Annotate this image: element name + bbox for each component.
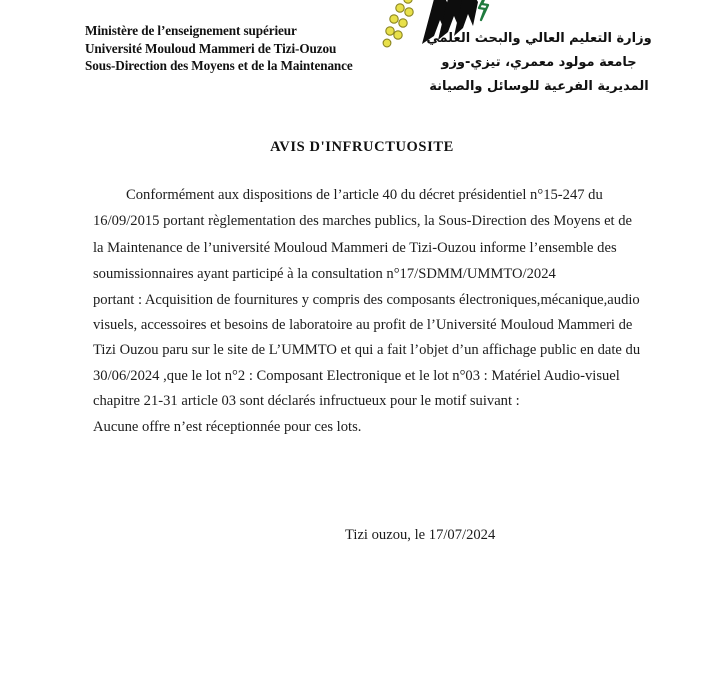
date-line: Tizi ouzou, le 17/07/2024 xyxy=(345,527,496,543)
header-french-line-2: Université Mouloud Mammeri de Tizi-Ouzou xyxy=(85,40,337,56)
document-title: AVIS D'INFRUCTUOSITE xyxy=(270,139,454,155)
header-french-line-3: Sous-Direction des Moyens et de la Maintenance xyxy=(85,58,353,74)
document-body xyxy=(93,182,639,440)
body-line: portant : Acquisition de fournitures y compris des composants électroniques,mécanique,audio xyxy=(93,291,640,308)
header-arabic-block xyxy=(394,27,684,99)
header-french-block xyxy=(85,22,385,75)
body-line: visuels, accessoires et besoins de laboratoire au profit de l’Université Mouloud Mammeri de xyxy=(93,317,633,334)
header-french-line-1: Ministère de l’enseignement supérieur xyxy=(85,23,297,38)
body-line: chapitre 21-31 article 03 sont déclarés infructueux pour le motif suivant : xyxy=(93,393,520,410)
body-line: Conformément aux dispositions de l’article 40 du décret présidentiel n°15-247 du xyxy=(126,187,603,203)
body-line: Aucune offre n’est réceptionnée pour ces lots. xyxy=(93,418,362,435)
body-line: 30/06/2024 ,que le lot n°2 : Composant Electronique et le lot n°03 : Matériel Audio-visuel xyxy=(93,367,620,384)
body-line: soumissionnaires ayant participé à la consultation n°17/SDMM/UMMTO/2024 xyxy=(93,266,556,283)
document-header xyxy=(0,0,724,112)
body-line: Tizi Ouzou paru sur le site de L’UMMTO et qui a fait l’objet d’un affichage public en date du xyxy=(93,342,641,359)
body-line: 16/09/2015 portant règlementation des marches publics, la Sous-Direction des Moyens et de xyxy=(93,213,633,230)
header-arabic-line-3: المديرية الفرعية للوسائل والصيانة xyxy=(429,79,649,94)
body-line: la Maintenance de l’université Mouloud Mammeri de Tizi-Ouzou informe l’ensemble des xyxy=(93,239,617,256)
header-arabic-line-2: جامعة مولود معمري، تيزي-وزو xyxy=(441,55,637,70)
header-arabic-line-1: وزارة التعليم العالي والبحث العلمي xyxy=(426,31,652,46)
